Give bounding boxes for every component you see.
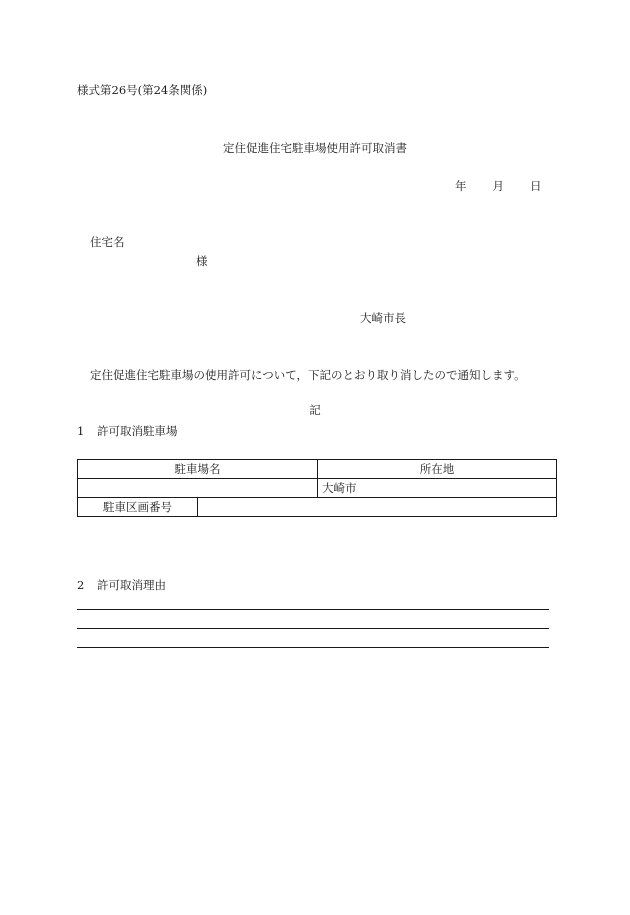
- location-cell: 大崎市: [318, 479, 557, 498]
- sender: 大崎市長: [360, 311, 406, 325]
- reason-line-3: [77, 647, 549, 648]
- section-1-title: 許可取消駐車場: [97, 424, 178, 438]
- document-title: 定住促進住宅駐車場使用許可取消書: [223, 141, 407, 155]
- table-row: [78, 479, 557, 498]
- parking-lot-table: [77, 459, 557, 517]
- header-parking-name: 駐車場名: [78, 460, 318, 479]
- section-1-number: 1: [77, 424, 85, 438]
- header-location: 所在地: [318, 460, 557, 479]
- lot-number-label: 駐車区画番号: [78, 498, 198, 517]
- parking-name-cell: [78, 479, 318, 498]
- reason-line-2: [77, 628, 549, 629]
- addressee-honorific: 様: [196, 254, 208, 268]
- table-header-row: [78, 460, 557, 479]
- form-number: 様式第26号(第24条関係): [77, 83, 208, 97]
- addressee-label: 住宅名: [90, 235, 125, 249]
- lot-number-cell: [198, 498, 557, 517]
- reason-line-1: [77, 609, 549, 610]
- section-2-title: 許可取消理由: [97, 578, 166, 592]
- date-year: 年: [455, 179, 467, 193]
- section-2-number: 2: [77, 578, 85, 592]
- table-row: [78, 498, 557, 517]
- section-1-heading: [77, 426, 178, 438]
- section-2-heading: [77, 580, 166, 592]
- date-line: [455, 181, 542, 193]
- date-month: 月: [492, 179, 504, 193]
- date-day: 日: [530, 179, 542, 193]
- ki-heading: 記: [309, 403, 321, 417]
- body-text: 定住促進住宅駐車場の使用許可について，下記のとおり取り消したので通知します。: [90, 368, 526, 382]
